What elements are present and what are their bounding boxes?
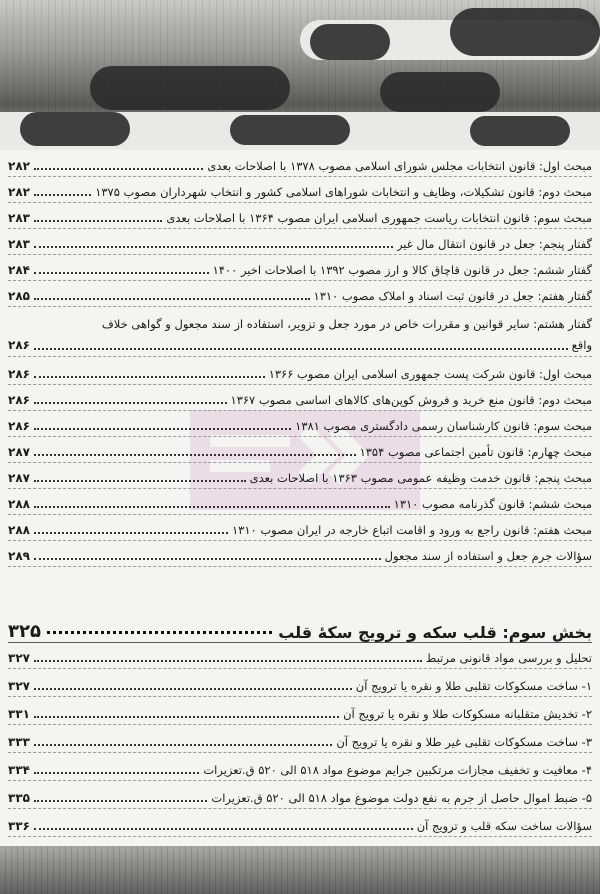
toc-row-title: مبحث سوم: قانون کارشناسان رسمی دادگستری مصوب ۱۳۸۱ (295, 419, 592, 433)
toc-row[interactable] (8, 674, 592, 697)
section-heading[interactable] (8, 612, 592, 643)
toc-row-title: گفتار هفتم: جعل در قانون ثبت اسناد و املاک مصوب ۱۳۱۰ (313, 289, 592, 303)
toc-row-page: ۲۸۲ (8, 185, 30, 199)
toc-row[interactable] (8, 206, 592, 229)
toc-row-title: سؤالات جرم جعل و استفاده از سند مجعول (384, 549, 592, 563)
toc-row[interactable] (8, 702, 592, 725)
toc-row[interactable] (8, 232, 592, 255)
toc-row-page: ۲۸۷ (8, 471, 30, 485)
toc-row-title: گفتار ششم: جعل در قانون قاچاق کالا و ارز مصوب ۱۳۹۲ با اصلاحات اخیر ۱۴۰۰ (212, 263, 592, 277)
band-shape (20, 112, 130, 146)
toc-row-page: ۲۸۳ (8, 237, 30, 251)
toc-row[interactable] (8, 154, 592, 177)
toc-row[interactable] (8, 492, 592, 515)
dot-leader (34, 272, 209, 274)
dot-leader (34, 246, 393, 248)
dot-leader (34, 558, 381, 560)
header-decorative-band (0, 0, 600, 150)
toc-row-page: ۳۳۶ (8, 819, 30, 833)
toc-row-title: ۲- تخدیش متقلبانه مسکوکات طلا و نقره یا ترویج آن (343, 707, 592, 721)
toc-row-title: گفتار پنجم: جعل در قانون انتقال مال غیر (396, 237, 592, 251)
toc-row-title: مبحث چهارم: قانون تأمین اجتماعی مصوب ۱۳۵۴ (359, 445, 592, 459)
dot-leader (34, 194, 91, 196)
dot-leader (47, 631, 272, 634)
toc-row-wrapped[interactable] (8, 314, 592, 357)
toc-row[interactable] (8, 646, 592, 669)
toc-row-line2 (8, 335, 592, 356)
dot-leader (34, 660, 422, 662)
toc-row[interactable] (8, 258, 592, 281)
band-shape (470, 116, 570, 146)
toc-row-page: ۲۸۹ (8, 549, 30, 563)
band-shape (310, 24, 390, 60)
table-of-contents (0, 150, 600, 846)
toc-row-page: ۲۸۶ (8, 419, 30, 433)
toc-row[interactable] (8, 814, 592, 837)
dot-leader (34, 532, 228, 534)
toc-row-title: مبحث هفتم: قانون راجع به ورود و اقامت اتباع خارجه در ایران مصوب ۱۳۱۰ (231, 523, 592, 537)
toc-row-page: ۳۲۷ (8, 651, 30, 665)
toc-row-page: ۳۳۳ (8, 735, 30, 749)
toc-row[interactable] (8, 730, 592, 753)
toc-row[interactable] (8, 284, 592, 307)
toc-row-line1: گفتار هشتم: سایر قوانین و مقررات خاص در مورد جعل و تزویر، استفاده از سند مجعول و گواهی خلاف (101, 317, 592, 331)
dot-leader (34, 335, 568, 350)
toc-row-page: ۲۸۶ (8, 393, 30, 407)
toc-row-title: مبحث دوم: قانون منع خرید و فروش کوپن‌های کالاهای اساسی مصوب ۱۳۶۷ (230, 393, 592, 407)
toc-row-page: ۲۸۴ (8, 263, 30, 277)
toc-row-title: مبحث پنجم: قانون خدمت وظیفه عمومی مصوب ۱۳۶۳ با اصلاحات بعدی (249, 471, 592, 485)
toc-row-title: مبحث اول: قانون شرکت پست جمهوری اسلامی ایران مصوب ۱۳۶۶ (268, 367, 592, 381)
toc-row-page: ۳۳۵ (8, 791, 30, 805)
toc-row-page: ۲۸۳ (8, 211, 30, 225)
toc-row[interactable] (8, 544, 592, 567)
toc-row-title: ۴- معافیت و تخفیف مجازات مرتکبین جرایم موضوع مواد ۵۱۸ الی ۵۲۰ ق.تعزیرات (203, 763, 592, 777)
toc-row-title: ۵- ضبط اموال حاصل از جرم به نفع دولت موضوع مواد ۵۱۸ الی ۵۲۰ ق.تعزیرات (211, 791, 592, 805)
toc-row[interactable] (8, 466, 592, 489)
dot-leader (34, 220, 162, 222)
toc-row-title: ۱- ساخت مسکوکات تقلبی طلا و نقره یا ترویج آن (355, 679, 592, 693)
toc-row-page: ۲۸۸ (8, 497, 30, 511)
dot-leader (34, 298, 310, 300)
toc-row-wrapped-text (8, 314, 592, 356)
toc-row-page: ۲۸۸ (8, 523, 30, 537)
toc-row[interactable] (8, 440, 592, 463)
toc-row-title: مبحث ششم: قانون گذرنامه مصوب ۱۳۱۰ (393, 497, 592, 511)
toc-row-title: مبحث سوم: قانون انتخابات ریاست جمهوری اسلامی ایران مصوب ۱۳۶۴ با اصلاحات بعدی (166, 211, 592, 225)
toc-row-page: ۳۳۴ (8, 763, 30, 777)
toc-row[interactable] (8, 786, 592, 809)
dot-leader (34, 506, 390, 508)
toc-row-page: ۲۸۷ (8, 445, 30, 459)
band-shape (450, 8, 600, 56)
dot-leader (34, 800, 207, 802)
toc-row[interactable] (8, 758, 592, 781)
dot-leader (34, 168, 203, 170)
toc-row-page: ۳۲۷ (8, 679, 30, 693)
toc-row[interactable] (8, 388, 592, 411)
section-heading-page: ۳۲۵ (8, 621, 41, 642)
toc-row-title: ۳- ساخت مسکوکات تقلبی غیر طلا و نقره یا ترویج آن (336, 735, 592, 749)
toc-row[interactable] (8, 362, 592, 385)
dot-leader (34, 480, 246, 482)
toc-row-page: ۳۳۱ (8, 707, 30, 721)
dot-leader (34, 716, 339, 718)
dot-leader (34, 428, 291, 430)
band-shape (380, 72, 500, 112)
toc-row-title: سؤالات ساخت سکه قلب و ترویج آن (416, 819, 592, 833)
dot-leader (34, 454, 356, 456)
toc-row-page: ۲۸۲ (8, 159, 30, 173)
toc-row-title: مبحث اول: قانون انتخابات مجلس شورای اسلامی مصوب ۱۳۷۸ با اصلاحات بعدی (207, 159, 592, 173)
toc-row[interactable] (8, 180, 592, 203)
dot-leader (34, 828, 413, 830)
footer-decorative-band (0, 846, 600, 894)
toc-row[interactable] (8, 518, 592, 541)
toc-row[interactable] (8, 414, 592, 437)
toc-row-page: ۲۸۶ (8, 338, 30, 352)
toc-row-page: ۲۸۵ (8, 289, 30, 303)
dot-leader (34, 772, 199, 774)
toc-row-title: مبحث دوم: قانون تشکیلات، وظایف و انتخابات شوراهای اسلامی کشور و انتخاب شهرداران مصوب ۱۳۷۵ (95, 185, 592, 199)
dot-leader (34, 402, 227, 404)
dot-leader (34, 744, 332, 746)
toc-row-line2-text: واقع (571, 338, 592, 352)
toc-row-title: تحلیل و بررسی مواد قانونی مرتبط (425, 651, 592, 665)
dot-leader (34, 376, 265, 378)
section-heading-title: بخش سوم: قلب سکه و ترویج سکهٔ قلب (278, 623, 592, 642)
band-shape (230, 115, 350, 145)
toc-row-page: ۲۸۶ (8, 367, 30, 381)
dot-leader (34, 688, 352, 690)
band-shape (90, 66, 290, 110)
